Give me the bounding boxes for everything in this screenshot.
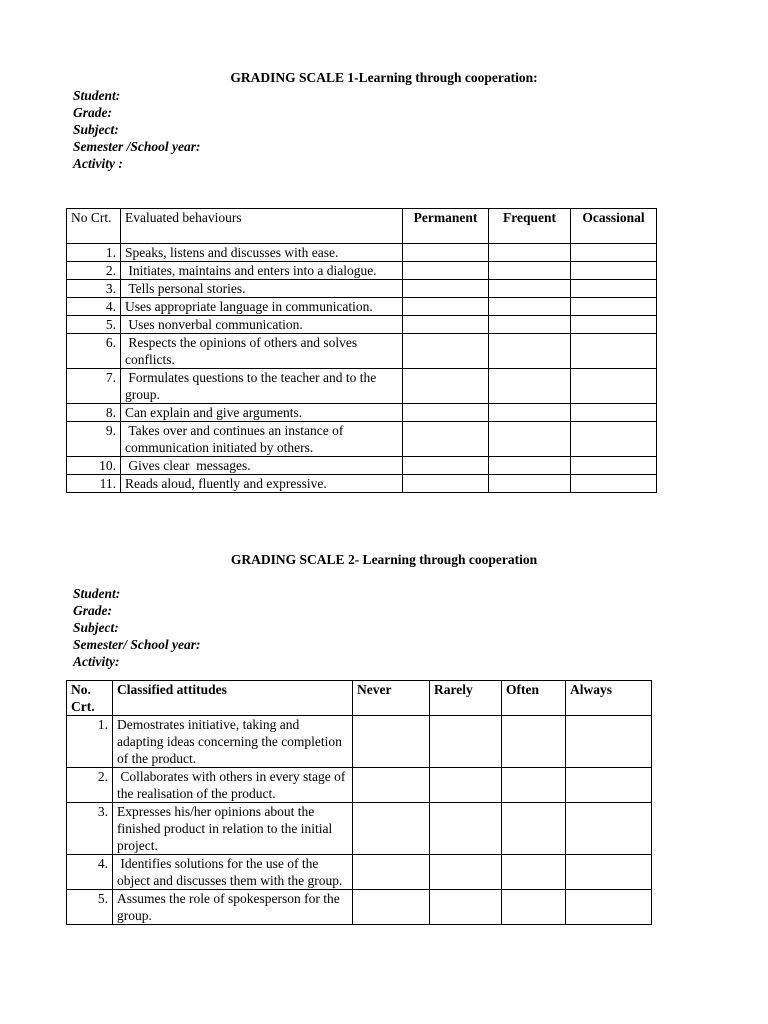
rating-cell[interactable]	[566, 716, 652, 768]
student-field-label: Student:	[73, 586, 121, 601]
col-header-item: Evaluated behaviours	[121, 209, 403, 244]
rating-cell[interactable]	[430, 855, 502, 890]
table-row	[67, 768, 652, 803]
rating-cell[interactable]	[566, 855, 652, 890]
semester-field-label: Semester/ School year:	[73, 637, 201, 652]
scale1-title: GRADING SCALE 1-Learning through cooperation:	[230, 70, 538, 85]
activity-field-label: Activity :	[73, 156, 123, 171]
table-row	[67, 316, 657, 334]
row-description: Reads aloud, fluently and expressive.	[121, 475, 403, 493]
table-row	[67, 475, 657, 493]
rating-cell[interactable]	[571, 262, 657, 280]
row-number: 6.	[67, 334, 121, 369]
rating-cell[interactable]	[353, 890, 430, 925]
row-description: Expresses his/her opinions about the finished product in relation to the initial project.	[113, 803, 353, 855]
rating-cell[interactable]	[566, 890, 652, 925]
row-description: Speaks, listens and discusses with ease.	[121, 244, 403, 262]
scale2-fields	[73, 585, 201, 670]
table-row	[67, 457, 657, 475]
row-number: 7.	[67, 369, 121, 404]
subject-field-label: Subject:	[73, 620, 119, 635]
grade-field-label: Grade:	[73, 603, 112, 618]
rating-cell[interactable]	[489, 280, 571, 298]
rating-cell[interactable]	[489, 244, 571, 262]
row-description: Collaborates with others in every stage of the realisation of the product.	[113, 768, 353, 803]
rating-cell[interactable]	[502, 803, 566, 855]
rating-cell[interactable]	[403, 262, 489, 280]
student-field-label: Student:	[73, 88, 121, 103]
scale1-fields	[73, 87, 201, 172]
col-header-often: Often	[502, 681, 566, 716]
rating-cell[interactable]	[403, 334, 489, 369]
rating-cell[interactable]	[489, 298, 571, 316]
rating-cell[interactable]	[489, 404, 571, 422]
scale1-table	[66, 208, 657, 493]
rating-cell[interactable]	[571, 334, 657, 369]
col-header-no: No. Crt.	[67, 681, 113, 716]
rating-cell[interactable]	[353, 768, 430, 803]
table-row	[67, 262, 657, 280]
semester-field-label: Semester /School year:	[73, 139, 201, 154]
row-description: Assumes the role of spokesperson for the group.	[113, 890, 353, 925]
rating-cell[interactable]	[489, 334, 571, 369]
rating-cell[interactable]	[403, 457, 489, 475]
col-header-ocassional: Ocassional	[571, 209, 657, 244]
row-description: Uses nonverbal communication.	[121, 316, 403, 334]
row-number: 3.	[67, 280, 121, 298]
rating-cell[interactable]	[502, 890, 566, 925]
row-description: Takes over and continues an instance of communication initiated by others.	[121, 422, 403, 457]
col-header-permanent: Permanent	[403, 209, 489, 244]
rating-cell[interactable]	[571, 298, 657, 316]
row-number: 11.	[67, 475, 121, 493]
row-number: 5.	[67, 316, 121, 334]
rating-cell[interactable]	[571, 316, 657, 334]
table-row	[67, 422, 657, 457]
row-number: 4.	[67, 298, 121, 316]
rating-cell[interactable]	[489, 457, 571, 475]
table-row	[67, 244, 657, 262]
table-row	[67, 280, 657, 298]
row-description: Initiates, maintains and enters into a dialogue.	[121, 262, 403, 280]
row-number: 1.	[67, 716, 113, 768]
rating-cell[interactable]	[353, 855, 430, 890]
rating-cell[interactable]	[403, 280, 489, 298]
row-number: 9.	[67, 422, 121, 457]
rating-cell[interactable]	[571, 457, 657, 475]
rating-cell[interactable]	[430, 803, 502, 855]
table-row	[67, 334, 657, 369]
row-description: Demostrates initiative, taking and adapting ideas concerning the completion of the product.	[113, 716, 353, 768]
rating-cell[interactable]	[502, 768, 566, 803]
table-row	[67, 803, 652, 855]
scale2-title: GRADING SCALE 2- Learning through cooperation	[230, 552, 538, 567]
rating-cell[interactable]	[571, 244, 657, 262]
row-number: 10.	[67, 457, 121, 475]
row-number: 1.	[67, 244, 121, 262]
rating-cell[interactable]	[571, 422, 657, 457]
col-header-item: Classified attitudes	[113, 681, 353, 716]
col-header-no: No Crt.	[67, 209, 121, 244]
row-description: Uses appropriate language in communication.	[121, 298, 403, 316]
grade-field-label: Grade:	[73, 105, 112, 120]
rating-cell[interactable]	[489, 475, 571, 493]
row-description: Gives clear messages.	[121, 457, 403, 475]
table-row	[67, 855, 652, 890]
col-header-never: Never	[353, 681, 430, 716]
table-row	[67, 369, 657, 404]
col-header-frequent: Frequent	[489, 209, 571, 244]
table-row	[67, 404, 657, 422]
rating-cell[interactable]	[430, 890, 502, 925]
table-row	[67, 716, 652, 768]
rating-cell[interactable]	[353, 803, 430, 855]
rating-cell[interactable]	[489, 422, 571, 457]
rating-cell[interactable]	[489, 262, 571, 280]
row-number: 4.	[67, 855, 113, 890]
col-header-rarely: Rarely	[430, 681, 502, 716]
rating-cell[interactable]	[403, 475, 489, 493]
rating-cell[interactable]	[489, 316, 571, 334]
row-number: 5.	[67, 890, 113, 925]
rating-cell[interactable]	[571, 404, 657, 422]
col-header-always: Always	[566, 681, 652, 716]
table-row	[67, 298, 657, 316]
row-number: 2.	[67, 768, 113, 803]
row-description: Can explain and give arguments.	[121, 404, 403, 422]
row-description: Identifies solutions for the use of the object and discusses them with the group.	[113, 855, 353, 890]
rating-cell[interactable]	[403, 298, 489, 316]
rating-cell[interactable]	[403, 316, 489, 334]
rating-cell[interactable]	[566, 803, 652, 855]
rating-cell[interactable]	[502, 716, 566, 768]
activity-field-label: Activity:	[73, 654, 120, 669]
rating-cell[interactable]	[566, 768, 652, 803]
row-number: 8.	[67, 404, 121, 422]
rating-cell[interactable]	[502, 855, 566, 890]
rating-cell[interactable]	[353, 716, 430, 768]
rating-cell[interactable]	[403, 369, 489, 404]
table-row	[67, 890, 652, 925]
row-description: Tells personal stories.	[121, 280, 403, 298]
row-number: 3.	[67, 803, 113, 855]
rating-cell[interactable]	[430, 716, 502, 768]
rating-cell[interactable]	[571, 369, 657, 404]
rating-cell[interactable]	[489, 369, 571, 404]
rating-cell[interactable]	[430, 768, 502, 803]
rating-cell[interactable]	[403, 404, 489, 422]
rating-cell[interactable]	[403, 422, 489, 457]
row-number: 2.	[67, 262, 121, 280]
row-description: Formulates questions to the teacher and to the group.	[121, 369, 403, 404]
table-header-row	[67, 209, 657, 244]
rating-cell[interactable]	[403, 244, 489, 262]
scale2-table	[66, 680, 652, 925]
rating-cell[interactable]	[571, 280, 657, 298]
rating-cell[interactable]	[571, 475, 657, 493]
row-description: Respects the opinions of others and solves conflicts.	[121, 334, 403, 369]
table-header-row	[67, 681, 652, 716]
subject-field-label: Subject:	[73, 122, 119, 137]
